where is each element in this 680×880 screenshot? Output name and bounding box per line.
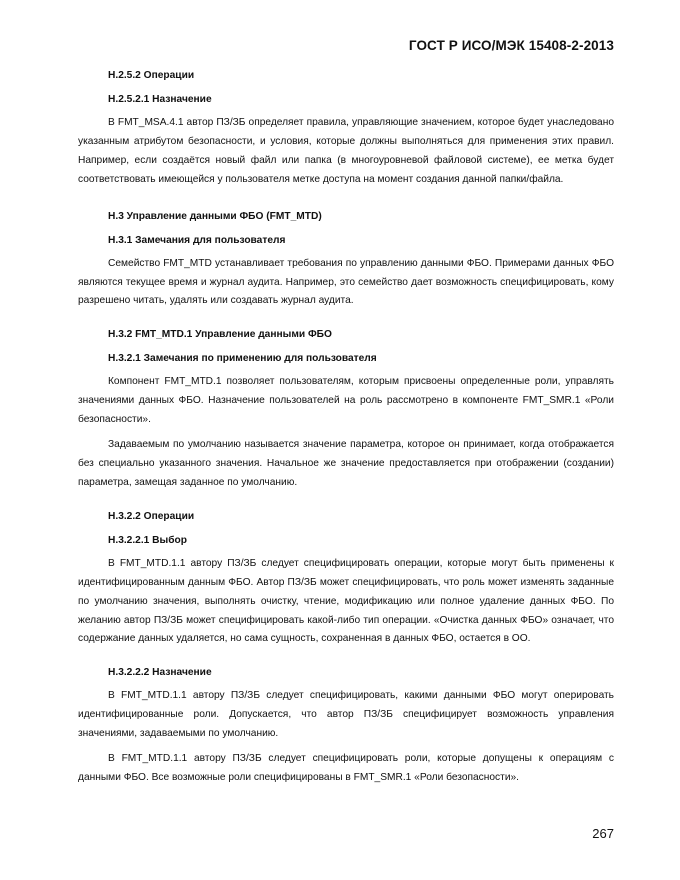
section-heading-h3-2-2: H.3.2.2 Операции (108, 510, 195, 522)
section-heading-h3-2-2-1: H.3.2.2.1 Выбор (108, 534, 187, 546)
paragraph-assignment: В FMT_MTD.1.1 автору ПЗ/ЗБ следует специфицировать, какими данными ФБО могут оперировать идентифицированные роли. Допускается, что автор ПЗ/ЗБ специфицирует возможность управления значениями, задаваемыми по умолчанию. (78, 690, 614, 740)
paragraph-fmt-mtd-component: Компонент FMT_MTD.1 позволяет пользователям, которым присвоены определенные роли, управлять значениями данных ФБО. Назначение пользователей на роль рассмотрено в компоненте FMT_SMR.1 «Роли безопасности». (78, 376, 614, 426)
paragraph-default-value: Задаваемым по умолчанию называется значение параметра, которое он принимает, когда отображается без специально указанного значения. Начальное же значение предоставляется при отображении (создании) параметра, замещая заданное по умолчанию. (78, 439, 614, 488)
paragraph-roles: В FMT_MTD.1.1 автору ПЗ/ЗБ следует специфицировать роли, которые допущены к операциям с данными ФБО. Все возможные роли специфицированы в FMT_SMR.1 «Роли безопасности». (78, 753, 614, 783)
section-heading-h3-2-2-2: H.3.2.2.2 Назначение (108, 667, 212, 679)
standard-header: ГОСТ Р ИСО/МЭК 15408-2-2013 (408, 38, 614, 53)
page-number: 267 (592, 826, 614, 841)
section-heading-h2-5-2-1: H.2.5.2.1 Назначение (108, 94, 212, 105)
section-heading-h3: H.3 Управление данными ФБО (FMT_MTD) (108, 210, 322, 222)
page-body (78, 66, 614, 794)
paragraph-fmt-msa: В FMT_MSA.4.1 автор ПЗ/ЗБ определяет правила, управляющие значением, которое будет унаследовано указанным атрибутом безопасности, и условия, которые должны выполняться для применения этих правил. Например, если создаётся новый файл или папка (в многоуровневой файловой системе), ее метка будет соответствовать имеющейся у пользователя метке доступа на момент создания данной папки/файла. (78, 117, 614, 185)
paragraph-fmt-mtd-family: Семейство FMT_MTD устанавливает требования по управлению данными ФБО. Примерами данных ФБО являются текущее время и журнал аудита. Например, это семейство дает возможность специфицировать, кому разрешено читать, удалять или создавать журнал аудита. (78, 257, 614, 307)
section-heading-h3-1: H.3.1 Замечания для пользователя (108, 234, 286, 246)
section-heading-h2-5-2: H.2.5.2 Операции (108, 70, 195, 81)
section-heading-h3-2: H.3.2 FMT_MTD.1 Управление данными ФБО (108, 329, 332, 341)
section-heading-h3-2-1: H.3.2.1 Замечания по применению для пользователя (108, 353, 377, 365)
paragraph-selection: В FMT_MTD.1.1 автору ПЗ/ЗБ следует специфицировать операции, которые могут быть применены к идентифицированным данным ФБО. Автор ПЗ/ЗБ может специфицировать, что роль может изменять заданные по умолчанию значения, выполнять очистку, чтение, модификацию или полное удаление данных ФБО. По желанию автор ПЗ/ЗБ может специфицировать какой-либо тип операции. «Очистка данных ФБО» означает, что содержание данных удаляется, но сама сущность, сохраненная в данных ФБО, остается в ОО. (78, 557, 614, 645)
